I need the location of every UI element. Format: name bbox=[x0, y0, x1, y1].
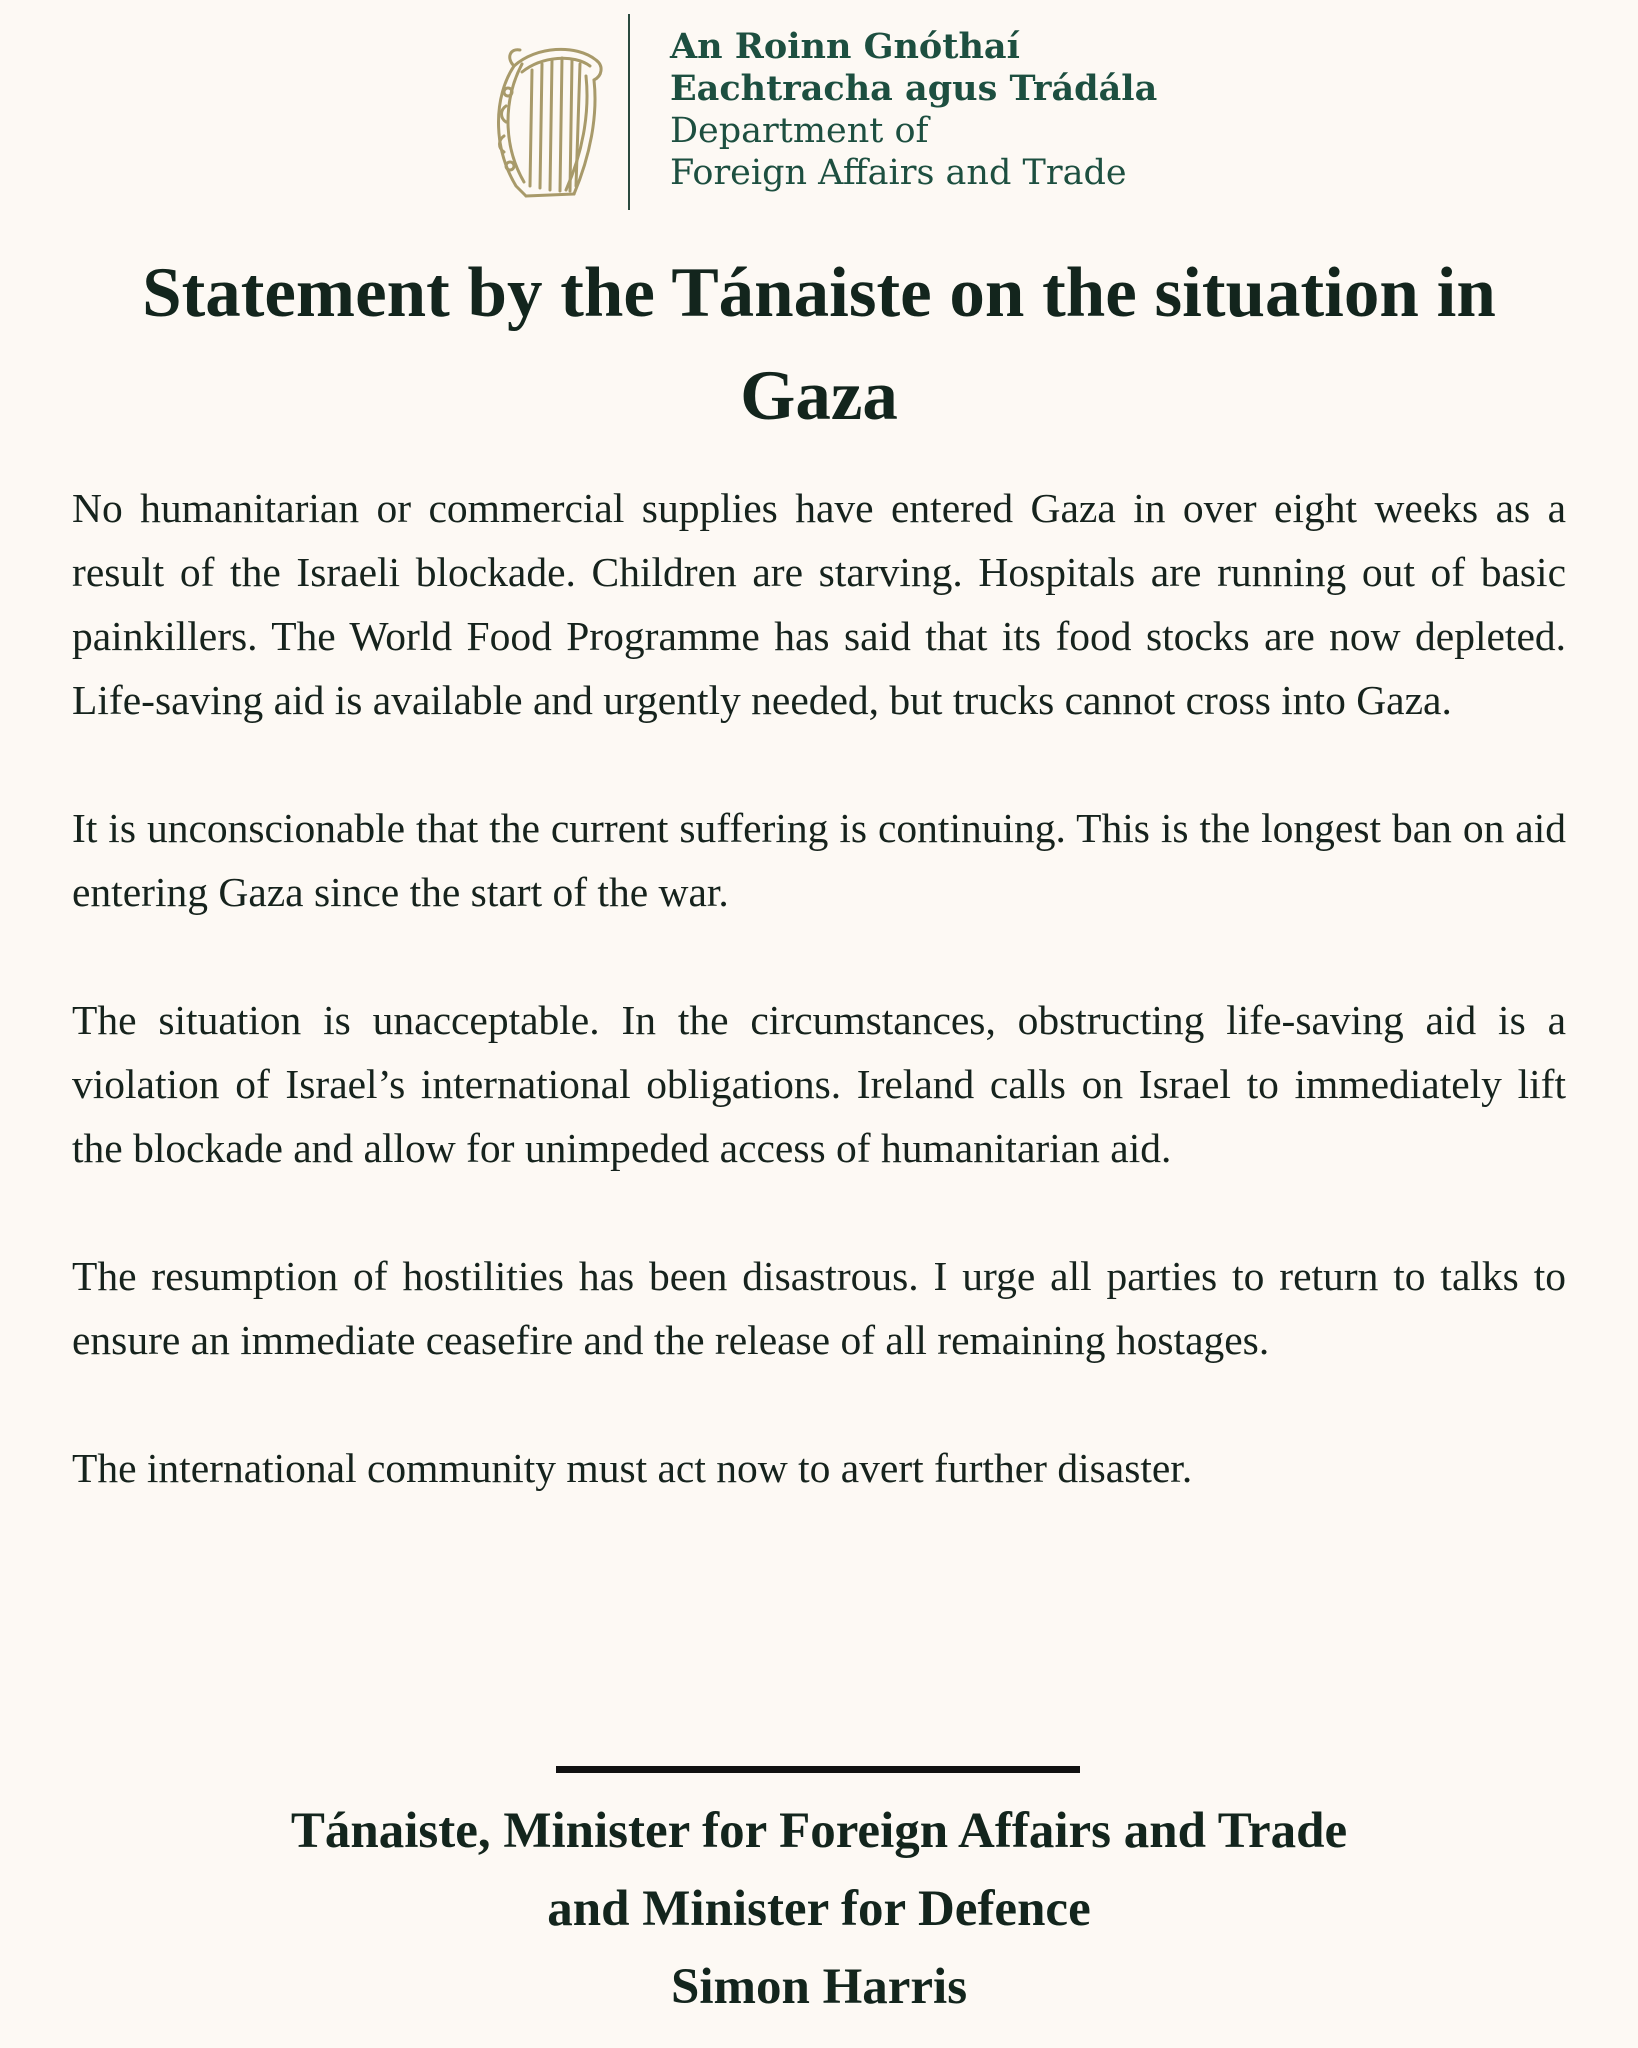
harp-icon bbox=[486, 36, 614, 202]
paragraph-5: The international community must act now to avert further disaster. bbox=[72, 1445, 1193, 1491]
dept-name-irish-line2: Eachtracha agus Trádála bbox=[670, 68, 1158, 109]
dept-name-english-line1: Department of bbox=[670, 111, 929, 151]
paragraph-2: It is unconscionable that the current suffering is continuing. This is the longest ban on aid entering Gaza since the start of the war. bbox=[72, 805, 1566, 915]
department-name bbox=[670, 26, 1157, 194]
statement-body bbox=[72, 476, 1566, 1500]
dept-name-irish-line1: An Roinn Gnóthaí bbox=[670, 26, 1020, 67]
signature-title-line2: and Minister for Defence bbox=[547, 1881, 1091, 1937]
header-divider bbox=[628, 14, 630, 210]
paragraph-4: The resumption of hostilities has been disastrous. I urge all parties to return to talks to ensure an immediate ceasefire and the release of all remaining hostages. bbox=[72, 1253, 1566, 1363]
department-header bbox=[486, 14, 1158, 214]
signature-divider bbox=[556, 1766, 1080, 1773]
paragraph-1: No humanitarian or commercial supplies have entered Gaza in over eight weeks as a result of the Israeli blockade. Children are starving. Hospitals are running out of basic painkillers. The World Food Programme has said that its food stocks are now depleted. Life-saving aid is available and urgently needed, but trucks cannot cross into Gaza. bbox=[72, 485, 1566, 723]
signature-block bbox=[70, 1792, 1568, 2026]
dept-name-english-line2: Foreign Affairs and Trade bbox=[670, 153, 1127, 193]
statement-title: Statement by the Tánaiste on the situation in Gaza bbox=[142, 254, 1496, 435]
paragraph-3: The situation is unacceptable. In the circumstances, obstructing life-saving aid is a violation of Israel’s international obligations. Ireland calls on Israel to immediately lift the blockade and allow for unimpeded access of humanitarian aid. bbox=[72, 997, 1566, 1171]
signature-title-line1: Tánaiste, Minister for Foreign Affairs and Trade bbox=[290, 1803, 1348, 1859]
signature-name: Simon Harris bbox=[670, 1959, 968, 2015]
